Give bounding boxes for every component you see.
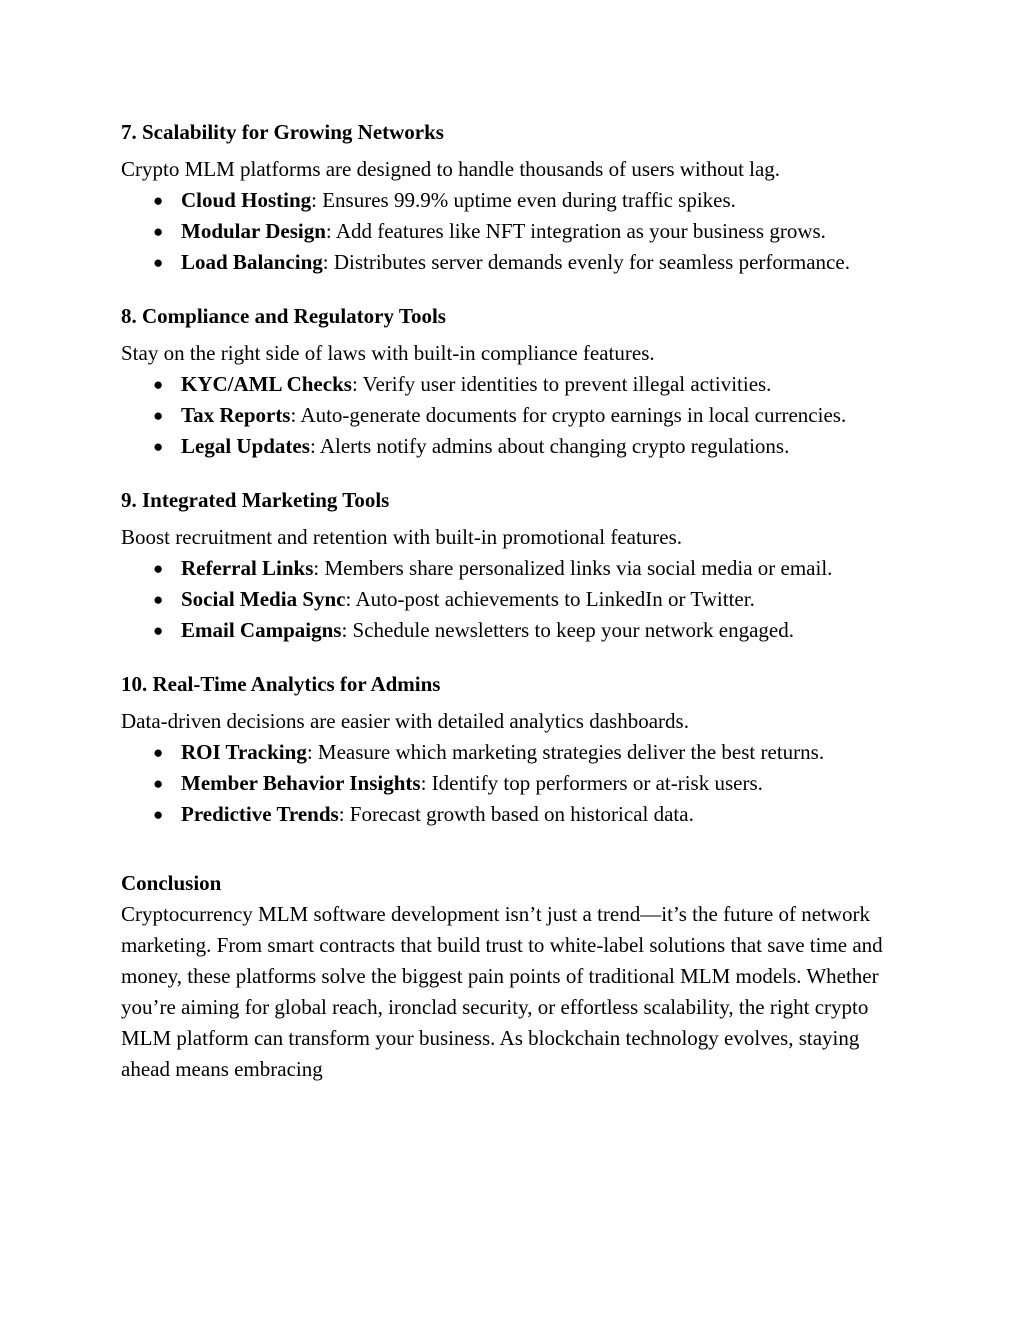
bullet-list — [121, 737, 911, 830]
bullet-term: Social Media Sync — [181, 587, 346, 611]
bullet-icon: ● — [153, 406, 164, 425]
bullet-item — [121, 615, 911, 646]
bullet-icon: ● — [153, 743, 164, 762]
bullet-term: Predictive Trends — [181, 802, 339, 826]
section-heading: 9. Integrated Marketing Tools — [121, 488, 390, 512]
bullet-text: : Identify top performers or at-risk users. — [420, 771, 763, 795]
bullet-term: ROI Tracking — [181, 740, 307, 764]
bullet-icon: ● — [153, 375, 164, 394]
bullet-text: : Measure which marketing strategies deliver the best returns. — [306, 740, 825, 764]
bullet-list — [121, 185, 911, 278]
bullet-term: KYC/AML Checks — [181, 372, 352, 396]
bullet-text: : Auto-generate documents for crypto earnings in local currencies. — [290, 403, 847, 427]
bullet-item — [121, 768, 911, 799]
section-analytics — [121, 669, 911, 830]
bullet-item — [121, 369, 911, 400]
section-compliance — [121, 301, 911, 462]
section-heading: 8. Compliance and Regulatory Tools — [121, 304, 446, 328]
section-scalability — [121, 117, 911, 278]
bullet-text: : Ensures 99.9% uptime even during traffic spikes. — [311, 188, 736, 212]
bullet-text: : Verify user identities to prevent illegal activities. — [351, 372, 772, 396]
bullet-text: : Distributes server demands evenly for seamless performance. — [322, 250, 850, 274]
document-body — [121, 117, 911, 1085]
bullet-icon: ● — [153, 222, 164, 241]
bullet-item — [121, 216, 911, 247]
bullet-list — [121, 553, 911, 646]
section-heading: 10. Real-Time Analytics for Admins — [121, 672, 441, 696]
bullet-term: Cloud Hosting — [181, 188, 312, 212]
bullet-term: Referral Links — [181, 556, 314, 580]
section-marketing — [121, 485, 911, 646]
bullet-text: : Auto-post achievements to LinkedIn or Twitter. — [345, 587, 755, 611]
bullet-item — [121, 400, 911, 431]
bullet-icon: ● — [153, 774, 164, 793]
bullet-icon: ● — [153, 590, 164, 609]
bullet-text: : Schedule newsletters to keep your network engaged. — [341, 618, 794, 642]
bullet-icon: ● — [153, 805, 164, 824]
section-intro: Data-driven decisions are easier with detailed analytics dashboards. — [121, 709, 689, 733]
section-intro: Stay on the right side of laws with built-in compliance features. — [121, 341, 655, 365]
bullet-text: : Alerts notify admins about changing crypto regulations. — [309, 434, 790, 458]
bullet-item — [121, 431, 911, 462]
conclusion-paragraph: Cryptocurrency MLM software development isn’t just a trend—it’s the future of network marketing. From smart contracts that build trust to white-label solutions that save time and money, these platforms solve the biggest pain points of traditional MLM models. Whether you’re aiming for global reach, ironclad security, or effortless scalability, the right crypto MLM platform can transform your business. As blockchain technology evolves, staying ahead means embracing — [121, 902, 883, 1081]
section-intro: Boost recruitment and retention with built-in promotional features. — [121, 525, 683, 549]
bullet-term: Modular Design — [181, 219, 326, 243]
bullet-text: : Members share personalized links via social media or email. — [313, 556, 833, 580]
section-heading: 7. Scalability for Growing Networks — [121, 120, 444, 144]
bullet-icon: ● — [153, 191, 164, 210]
bullet-item — [121, 553, 911, 584]
bullet-text: : Forecast growth based on historical data. — [338, 802, 694, 826]
bullet-term: Legal Updates — [181, 434, 310, 458]
bullet-text: : Add features like NFT integration as your business grows. — [325, 219, 826, 243]
bullet-icon: ● — [153, 437, 164, 456]
bullet-item — [121, 247, 911, 278]
bullet-icon: ● — [153, 559, 164, 578]
bullet-item — [121, 584, 911, 615]
section-intro: Crypto MLM platforms are designed to handle thousands of users without lag. — [121, 157, 781, 181]
bullet-icon: ● — [153, 621, 164, 640]
bullet-icon: ● — [153, 253, 164, 272]
conclusion-heading: Conclusion — [121, 871, 222, 895]
bullet-item — [121, 799, 911, 830]
bullet-item — [121, 185, 911, 216]
bullet-item — [121, 737, 911, 768]
bullet-list — [121, 369, 911, 462]
bullet-term: Load Balancing — [181, 250, 323, 274]
bullet-term: Member Behavior Insights — [181, 771, 421, 795]
bullet-term: Email Campaigns — [181, 618, 342, 642]
bullet-term: Tax Reports — [181, 403, 291, 427]
